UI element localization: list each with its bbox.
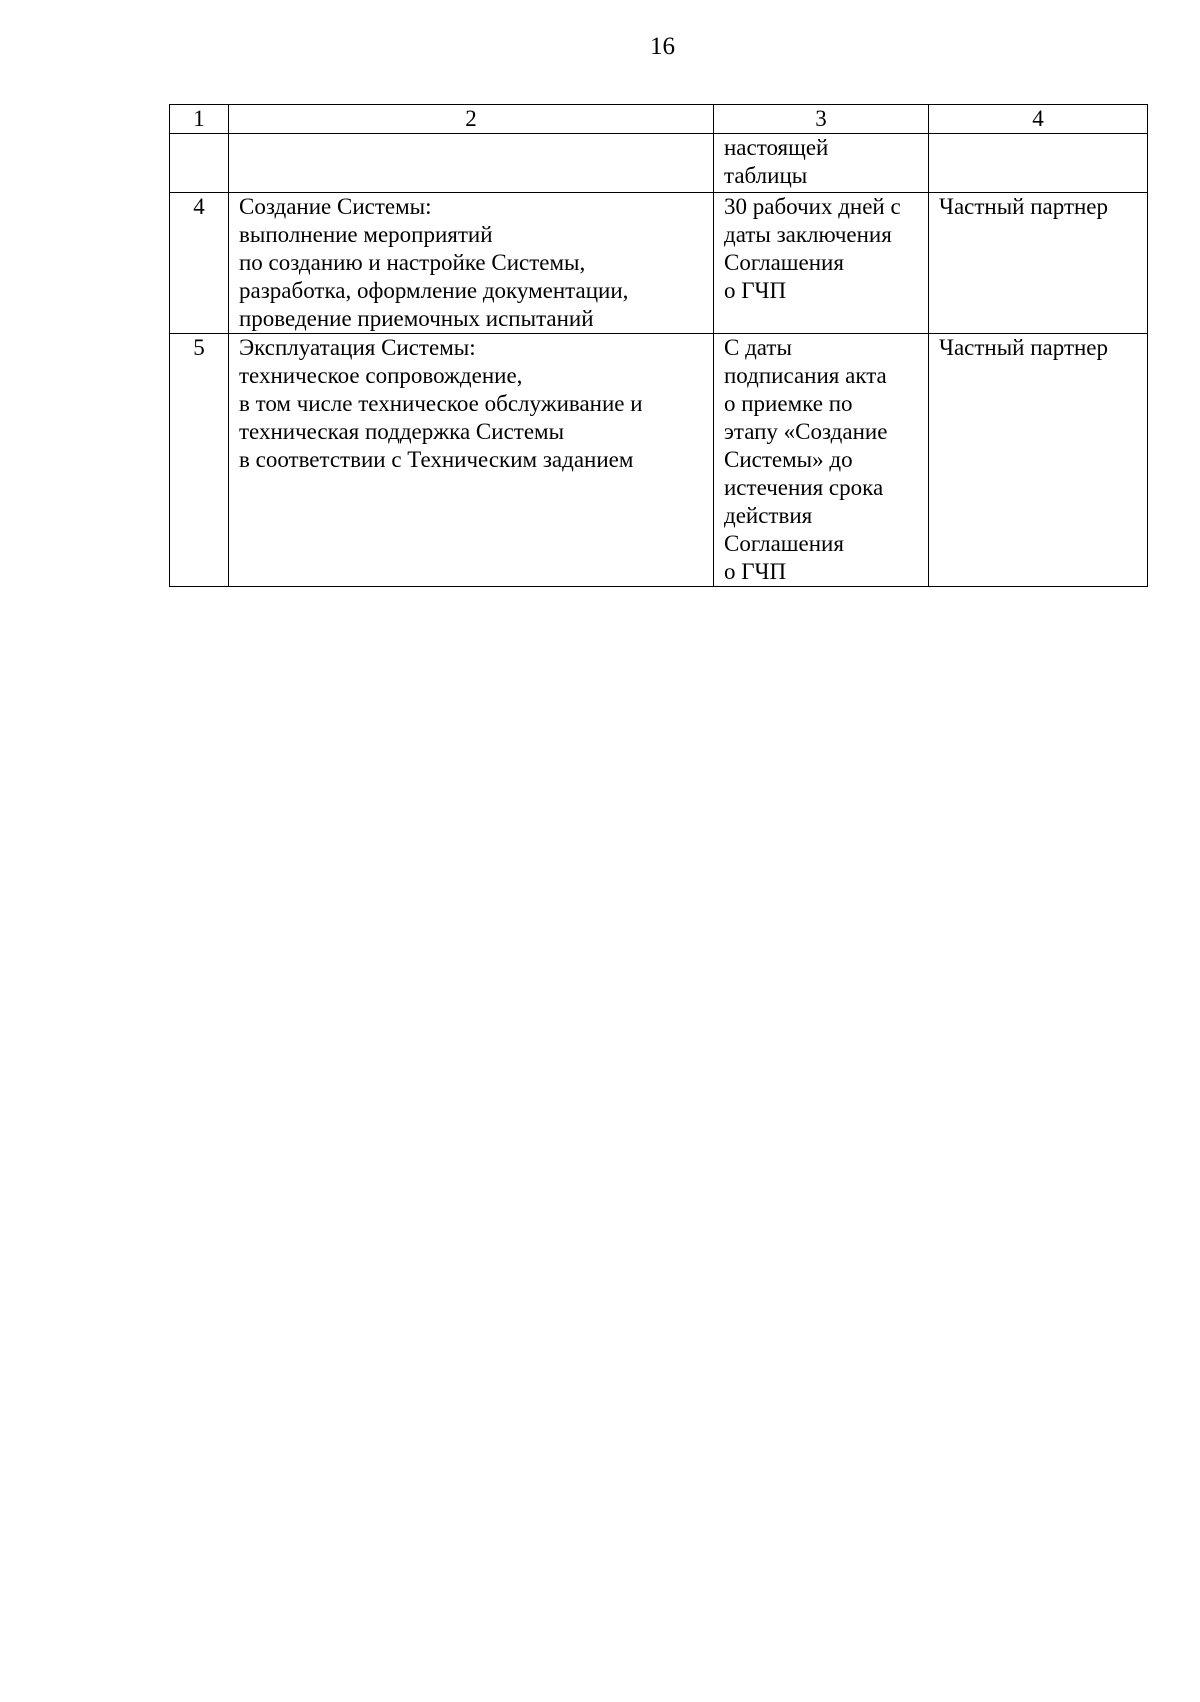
term-line: даты заключения bbox=[724, 222, 892, 247]
column-header-3: 3 bbox=[714, 105, 929, 134]
description-line: в соответствии с Техническим заданием bbox=[239, 447, 634, 472]
description-line: техническое сопровождение, bbox=[239, 363, 523, 388]
term-line: действия bbox=[724, 503, 813, 528]
term-line: Системы» до bbox=[724, 447, 853, 472]
description-cell bbox=[229, 193, 714, 334]
row-number-cell bbox=[170, 134, 229, 193]
term-line: о ГЧП bbox=[724, 278, 787, 303]
description-line: Создание Системы: bbox=[239, 194, 432, 219]
table-row-stage-4 bbox=[170, 193, 1148, 334]
description-line: проведение приемочных испытаний bbox=[239, 306, 594, 331]
term-line: этапу «Создание bbox=[724, 419, 888, 444]
description-line: техническая поддержка Системы bbox=[239, 419, 565, 444]
row-number-cell: 4 bbox=[170, 193, 229, 334]
term-line: подписания акта bbox=[724, 363, 887, 388]
term-line: таблицы bbox=[724, 163, 808, 188]
table-row-continuation bbox=[170, 134, 1148, 193]
description-line: выполнение мероприятий bbox=[239, 222, 493, 247]
table-row-stage-5 bbox=[170, 334, 1148, 587]
term-line: Соглашения bbox=[724, 531, 844, 556]
term-line: истечения срока bbox=[724, 475, 884, 500]
table-header-row bbox=[170, 105, 1148, 134]
stages-table bbox=[169, 104, 1148, 587]
row-number-cell: 5 bbox=[170, 334, 229, 587]
responsible-cell: Частный партнер bbox=[929, 193, 1148, 334]
term-cell bbox=[714, 193, 929, 334]
term-cell bbox=[714, 334, 929, 587]
term-line: Соглашения bbox=[724, 250, 844, 275]
term-line: о ГЧП bbox=[724, 559, 787, 584]
column-header-1: 1 bbox=[170, 105, 229, 134]
description-cell bbox=[229, 134, 714, 193]
description-line: по созданию и настройке Системы, bbox=[239, 250, 586, 275]
term-line: о приемке по bbox=[724, 391, 853, 416]
page-number: 16 bbox=[650, 33, 675, 60]
description-line: Эксплуатация Системы: bbox=[239, 335, 476, 360]
term-line: 30 рабочих дней с bbox=[724, 194, 901, 219]
term-cell bbox=[714, 134, 929, 193]
responsible-cell bbox=[929, 134, 1148, 193]
description-line: разработка, оформление документации, bbox=[239, 278, 629, 303]
term-line: настоящей bbox=[724, 135, 829, 160]
column-header-4: 4 bbox=[929, 105, 1148, 134]
term-line: С даты bbox=[724, 335, 792, 360]
column-header-2: 2 bbox=[229, 105, 714, 134]
description-line: в том числе техническое обслуживание и bbox=[239, 391, 643, 416]
description-cell bbox=[229, 334, 714, 587]
responsible-cell: Частный партнер bbox=[929, 334, 1148, 587]
